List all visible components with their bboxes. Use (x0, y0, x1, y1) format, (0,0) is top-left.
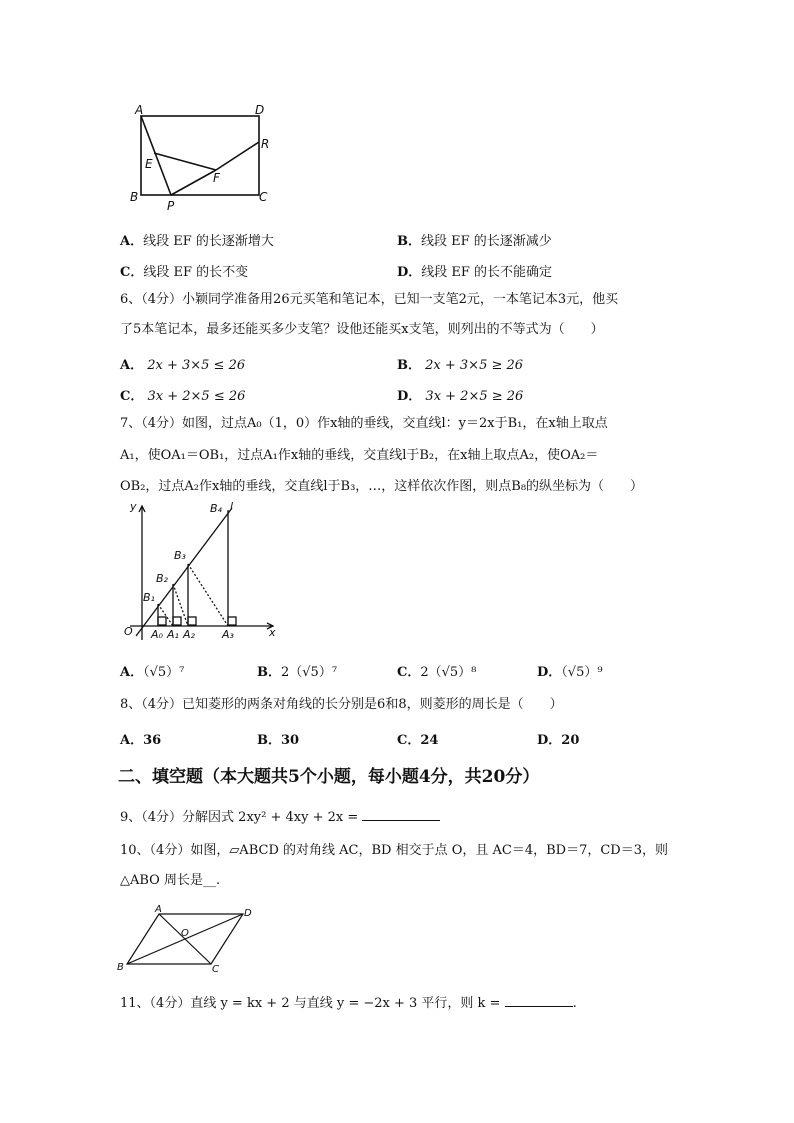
label-r: R (261, 137, 270, 151)
q6-line-1: 6、（4分）小颖同学准备用26元买笔和笔记本，已知一支笔2元，一本笔记本3元，他买 (120, 292, 619, 307)
rectangle-figure (125, 98, 285, 216)
label-a0: A₀ (151, 628, 163, 641)
label-b2: B₂ (156, 572, 168, 585)
label-b3: B₃ (174, 549, 186, 562)
label-c: C (212, 964, 219, 974)
label-o: O (181, 928, 189, 939)
q7-option-b: B．2（√5）⁷ (257, 665, 338, 680)
q8-line-1: 8、（4分）已知菱形的两条对角线的长分别是6和8，则菱形的周长是（ ） (120, 697, 563, 712)
q8-option-c: C．24 (397, 733, 439, 748)
q5-option-d: D．线段 EF 的长不能确定 (397, 265, 553, 280)
section-2-heading: 二、填空题（本大题共5个小题，每小题4分，共20分） (118, 767, 540, 787)
segment-ef (154, 153, 216, 170)
label-b: B (117, 962, 124, 973)
q8-option-a: A．36 (120, 733, 162, 748)
label-b: B (130, 190, 139, 204)
label-f: F (213, 171, 220, 185)
parallelogram-figure (115, 902, 260, 974)
q6-option-d: D． 3x + 2×5 ≥ 26 (397, 389, 524, 404)
q7-line-2: A₁，使OA₁＝OB₁，过点A₁作x轴的垂线，交直线l于B₂，在x轴上取点A₂，使OA₂＝ (120, 448, 599, 463)
label-a2: A₂ (183, 628, 195, 641)
q9-line: 9、（4分）分解因式 2xy² + 4xy + 2x = (120, 806, 440, 826)
segment-ap (141, 116, 171, 195)
q5-option-c: C．线段 EF 的长不变 (120, 265, 249, 280)
segment-fr (216, 142, 259, 170)
q7-line-3: OB₂，过点A₂作x轴的垂线，交直线l于B₃，…，这样依次作图，则点B₈的纵坐标为（ ） (120, 479, 644, 494)
q6-option-a: A． 2x + 3×5 ≤ 26 (120, 358, 246, 373)
q7-option-d: D．（√5）⁹ (537, 665, 603, 680)
segment-pf (171, 170, 216, 195)
label-b4: B₄ (210, 502, 222, 515)
right-angle-a3 (228, 617, 236, 625)
q6-option-b: B． 2x + 3×5 ≥ 26 (397, 358, 524, 373)
label-a: A (155, 904, 162, 915)
label-o: O (124, 625, 133, 638)
right-angle-a1 (173, 617, 181, 625)
label-a3: A₃ (222, 628, 234, 641)
q7-option-a: A．（√5）⁷ (120, 665, 185, 680)
q6-line-2: 了5本笔记本，最多还能买多少支笔？设他还能买x支笔，则列出的不等式为（ ） (120, 322, 604, 337)
q10-line-2: △ABO 周长是__. (120, 873, 221, 888)
label-p: P (167, 199, 175, 213)
q8-option-b: B．30 (257, 733, 300, 748)
label-a1: A₁ (167, 628, 179, 641)
label-e: E (145, 157, 153, 171)
label-y: y (130, 500, 137, 513)
q7-line-1: 7、（4分）如图，过点A₀（1，0）作x轴的垂线，交直线l：y＝2x于B₁，在x轴上取点 (120, 416, 608, 431)
q10-line-1: 10、（4分）如图，▱ABCD 的对角线 AC，BD 相交于点 O，且 AC＝4，BD＝7，CD＝3，则 (120, 843, 668, 858)
q5-option-b: B．线段 EF 的长逐渐减少 (397, 234, 552, 249)
q7-option-c: C．2（√5）⁸ (397, 665, 477, 680)
q8-option-d: D．20 (537, 733, 580, 748)
line-l (136, 508, 232, 636)
rectangle-abcd (141, 116, 259, 195)
diagonal-bd (127, 914, 243, 964)
coordinate-figure (118, 498, 280, 644)
label-l: l (230, 500, 234, 513)
label-a: A (135, 103, 144, 117)
label-d: D (255, 103, 265, 117)
label-x: x (269, 626, 276, 639)
q6-option-c: C． 3x + 2×5 ≤ 26 (120, 389, 246, 404)
right-angle-a0 (158, 617, 166, 625)
q11-answer-blank[interactable] (505, 992, 573, 1007)
q9-answer-blank[interactable] (362, 806, 440, 821)
q11-line: 11、（4分）直线 y = kx + 2 与直线 y = −2x + 3 平行，则 k = . (120, 992, 577, 1012)
right-angle-a2 (188, 617, 196, 625)
label-d: D (244, 908, 252, 919)
q5-option-a: A．线段 EF 的长逐渐增大 (120, 234, 274, 249)
label-c: C (259, 190, 268, 204)
label-b1: B₁ (143, 591, 155, 604)
